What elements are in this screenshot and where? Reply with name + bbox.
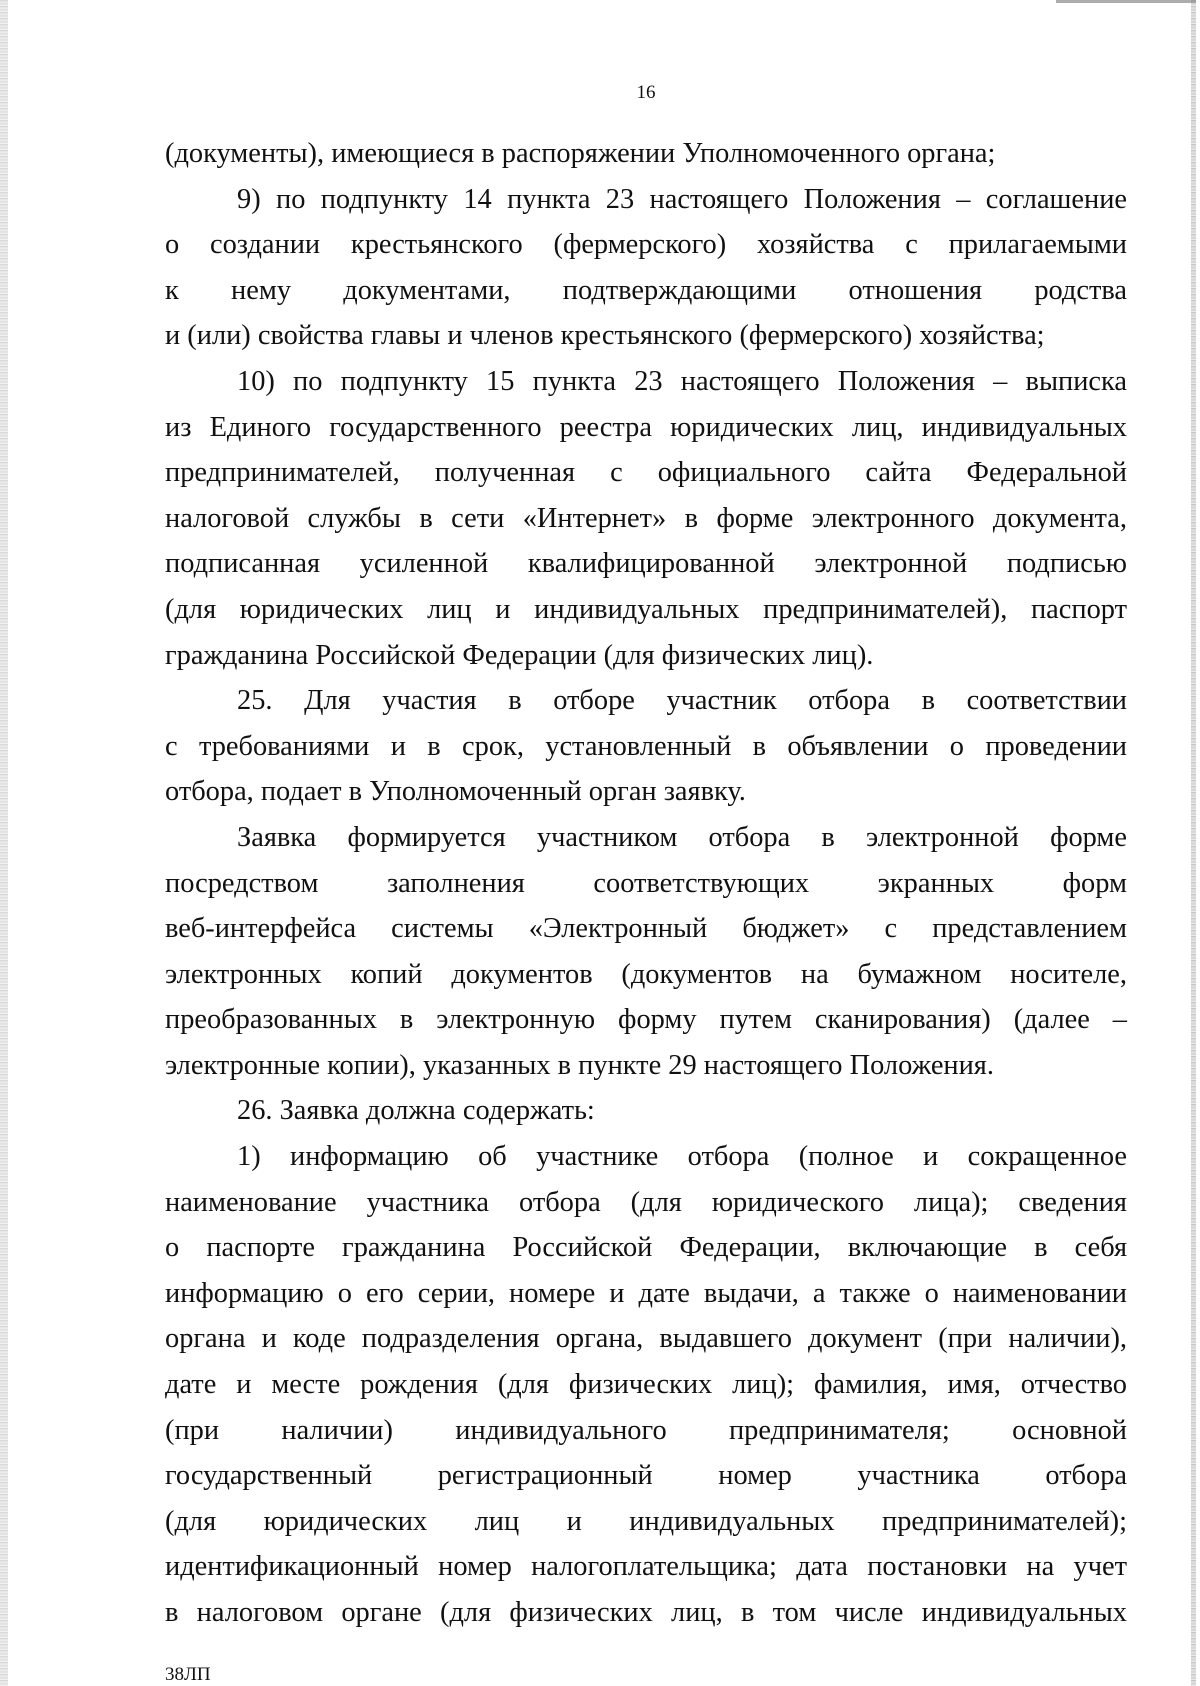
text-line: органа и коде подразделения органа, выдавшего документ (при наличии),	[165, 1323, 1127, 1355]
text-line: электронные копии), указанных в пункте 29 настоящего Положения.	[165, 1049, 994, 1081]
footer-code: 38ЛП	[165, 1664, 211, 1685]
text-line: с требованиями и в срок, установленный в объявлении о проведении	[165, 730, 1127, 762]
scan-edge-top	[1056, 0, 1196, 3]
text-line: идентификационный номер налогоплательщика; дата постановки на учет	[165, 1551, 1127, 1583]
text-line: о создании крестьянского (фермерского) хозяйства с прилагаемыми	[165, 229, 1127, 261]
text-line: гражданина Российской Федерации (для физических лиц).	[165, 639, 874, 671]
text-line: 1) информацию об участнике отбора (полное и сокращенное	[237, 1141, 1127, 1173]
text-line: к нему документами, подтверждающими отношения родства	[165, 274, 1127, 306]
text-line: дате и месте рождения (для физических лиц); фамилия, имя, отчество	[165, 1369, 1127, 1401]
text-line: преобразованных в электронную форму путем сканирования) (далее –	[165, 1004, 1127, 1036]
text-line: в налоговом органе (для физических лиц, в том числе индивидуальных	[165, 1597, 1127, 1628]
scan-edge-left	[0, 0, 8, 1686]
text-line: налоговой службы в сети «Интернет» в форме электронного документа,	[165, 502, 1127, 534]
text-line: (документы), имеющиеся в распоряжении Уполномоченного органа;	[165, 138, 996, 169]
text-line: отбора, подает в Уполномоченный орган заявку.	[165, 776, 746, 808]
text-line: предпринимателей, полученная с официального сайта Федеральной	[165, 457, 1127, 489]
text-line: электронных копий документов (документов на бумажном носителе,	[165, 958, 1127, 990]
text-line: и (или) свойства главы и членов крестьянского (фермерского) хозяйства;	[165, 320, 1045, 352]
text-line: из Единого государственного реестра юридических лиц, индивидуальных	[165, 411, 1127, 443]
scan-edge-right	[1191, 0, 1196, 1686]
text-line: 9) по подпункту 14 пункта 23 настоящего Положения – соглашение	[237, 183, 1127, 215]
text-line: Заявка формируется участником отбора в электронной форме	[237, 821, 1127, 853]
text-line: информацию о его серии, номере и дате выдачи, а также о наименовании	[165, 1277, 1127, 1309]
text-line: (для юридических лиц и индивидуальных предпринимателей), паспорт	[165, 593, 1127, 625]
text-line: наименование участника отбора (для юридического лица); сведения	[165, 1186, 1127, 1218]
text-line: 25. Для участия в отборе участник отбора в соответствии	[237, 685, 1127, 717]
text-line: веб-интерфейса системы «Электронный бюджет» с представлением	[165, 913, 1127, 945]
text-line: государственный регистрационный номер участника отбора	[165, 1460, 1127, 1492]
text-line: посредством заполнения соответствующих экранных форм	[165, 867, 1127, 899]
document-body	[165, 131, 1127, 1636]
text-line: (при наличии) индивидуального предпринимателя; основной	[165, 1414, 1127, 1446]
text-line: 10) по подпункту 15 пункта 23 настоящего Положения – выписка	[237, 365, 1127, 397]
text-line: (для юридических лиц и индивидуальных предпринимателей);	[165, 1505, 1127, 1537]
text-line: 26. Заявка должна содержать:	[237, 1095, 595, 1127]
text-line: подписанная усиленной квалифицированной электронной подписью	[165, 548, 1127, 580]
text-line: о паспорте гражданина Российской Федерации, включающие в себя	[165, 1232, 1127, 1264]
page-number: 16	[636, 82, 656, 103]
